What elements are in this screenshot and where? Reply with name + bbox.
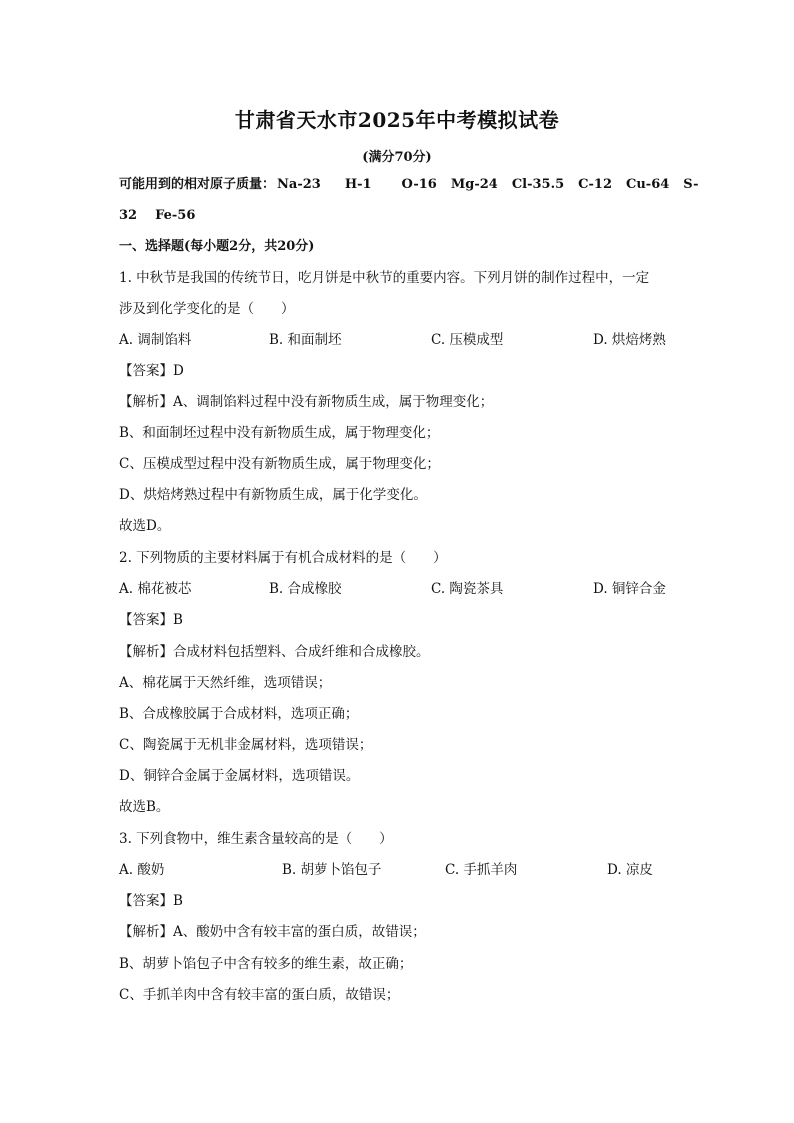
q3-analysis-line: 【解析】A、酸奶中含有较丰富的蛋白质，故错误； bbox=[119, 924, 426, 940]
q1-conclusion: 故选D。 bbox=[119, 518, 171, 534]
atomic-mass-item: 32 bbox=[119, 208, 138, 223]
q2-analysis-line: B、合成橡胶属于合成材料，选项正确； bbox=[119, 706, 359, 722]
q2-stem: 2. 下列物质的主要材料属于有机合成材料的是（ ） bbox=[119, 550, 447, 566]
atomic-mass-item: C-12 bbox=[578, 177, 612, 192]
q2-option-c: C. 陶瓷茶具 bbox=[431, 581, 504, 597]
atomic-mass-item: Mg-24 bbox=[450, 177, 498, 192]
atomic-mass-item: S- bbox=[683, 177, 699, 192]
atomic-mass-line-1 bbox=[119, 175, 699, 195]
q1-stem-line-1: 1. 中秋节是我国的传统节日，吃月饼是中秋节的重要内容。下列月饼的制作过程中，一定 bbox=[119, 270, 650, 286]
q2-analysis-line: D、铜锌合金属于金属材料，选项错误。 bbox=[119, 768, 360, 784]
q1-analysis-line: D、烘焙烤熟过程中有新物质生成，属于化学变化。 bbox=[119, 487, 427, 503]
q2-option-b: B. 合成橡胶 bbox=[269, 581, 342, 597]
page-subtitle: (满分70分) bbox=[362, 150, 432, 165]
q3-analysis-line: C、手抓羊肉中含有较丰富的蛋白质，故错误； bbox=[119, 987, 400, 1003]
q1-options bbox=[119, 330, 671, 350]
q1-analysis-line: B、和面制坯过程中没有新物质生成，属于物理变化； bbox=[119, 425, 440, 441]
q2-conclusion: 故选B。 bbox=[119, 799, 170, 815]
q3-answer: 【答案】B bbox=[119, 893, 183, 909]
section-heading: 一、选择题(每小题2分，共20分) bbox=[119, 239, 315, 254]
q3-options bbox=[119, 860, 671, 880]
atomic-mass-item: H-1 bbox=[344, 177, 372, 192]
atomic-mass-item: Cl-35.5 bbox=[511, 177, 565, 192]
atomic-mass-item: O-16 bbox=[401, 177, 437, 192]
q3-option-d: D. 凉皮 bbox=[607, 862, 653, 878]
atomic-mass-item: Fe-56 bbox=[155, 208, 196, 223]
q1-option-c: C. 压模成型 bbox=[431, 332, 504, 348]
q3-option-b: B. 胡萝卜馅包子 bbox=[282, 862, 382, 878]
atomic-mass-item: Cu-64 bbox=[626, 177, 670, 192]
q2-options bbox=[119, 579, 671, 599]
atomic-mass-line-2 bbox=[119, 206, 679, 226]
q2-option-a: A. 棉花被芯 bbox=[119, 581, 192, 597]
page-title: 甘肃省天水市2025年中考模拟试卷 bbox=[234, 108, 560, 132]
q3-option-a: A. 酸奶 bbox=[119, 862, 165, 878]
q1-option-b: B. 和面制坯 bbox=[269, 332, 342, 348]
q1-analysis-line: 【解析】A、调制馅料过程中没有新物质生成，属于物理变化； bbox=[119, 394, 494, 410]
q1-stem-line-2: 涉及到化学变化的是（ ） bbox=[119, 301, 295, 317]
q3-stem: 3. 下列食物中，维生素含量较高的是（ ） bbox=[119, 831, 393, 847]
q1-option-d: D. 烘焙烤熟 bbox=[593, 332, 666, 348]
atomic-mass-label: 可能用到的相对原子质量： bbox=[119, 177, 276, 192]
q3-option-c: C. 手抓羊肉 bbox=[445, 862, 518, 878]
atomic-mass-item: Na-23 bbox=[277, 177, 321, 192]
q2-analysis-line: 【解析】合成材料包括塑料、合成纤维和合成橡胶。 bbox=[119, 644, 430, 660]
q3-analysis-line: B、胡萝卜馅包子中含有较多的维生素，故正确； bbox=[119, 956, 413, 972]
q1-option-a: A. 调制馅料 bbox=[119, 332, 192, 348]
q2-analysis-line: C、陶瓷属于无机非金属材料，选项错误； bbox=[119, 737, 373, 753]
q2-option-d: D. 铜锌合金 bbox=[593, 581, 666, 597]
q1-analysis-line: C、压模成型过程中没有新物质生成，属于物理变化； bbox=[119, 456, 440, 472]
q2-answer: 【答案】B bbox=[119, 612, 183, 628]
q1-answer: 【答案】D bbox=[119, 363, 184, 379]
q2-analysis-line: A、棉花属于天然纤维，选项错误； bbox=[119, 675, 332, 691]
